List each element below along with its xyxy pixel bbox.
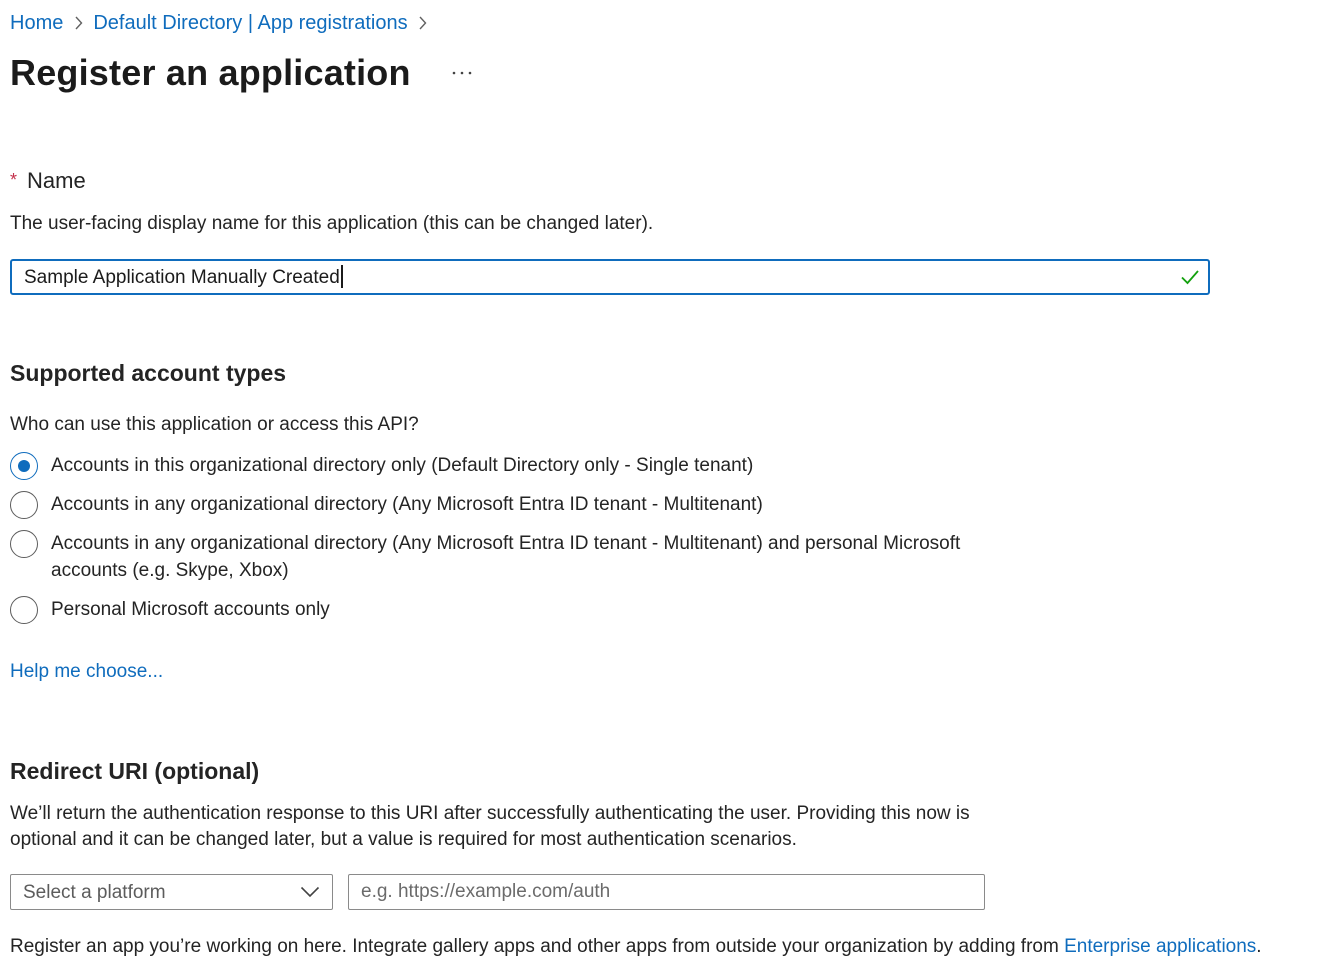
name-label: Name [27, 168, 86, 193]
breadcrumb [10, 10, 438, 36]
chevron-right-icon [63, 16, 93, 30]
option-label: Accounts in any organizational directory (Any Microsoft Entra ID tenant - Multitenant) and personal Microsoft accounts (e.g. Skype, Xbox) [51, 533, 961, 581]
option-label: Accounts in this organizational directory only (Default Directory only - Single tenant) [51, 455, 754, 476]
text-caret [341, 265, 343, 288]
name-description: The user-facing display name for this application (this can be changed later). [10, 213, 654, 234]
radio-unselected[interactable] [10, 596, 38, 624]
platform-select[interactable] [10, 874, 333, 910]
option-label: Accounts in any organizational directory (Any Microsoft Entra ID tenant - Multitenant) [51, 494, 763, 515]
page-title: Register an application [10, 52, 411, 93]
redirect-uri-input[interactable] [348, 874, 985, 910]
name-value-text: Sample Application Manually Created [24, 267, 340, 288]
more-icon[interactable] [449, 60, 475, 86]
footer-note [10, 934, 1262, 960]
account-type-option-single-tenant[interactable] [10, 452, 1011, 480]
radio-selected[interactable] [10, 452, 38, 480]
required-marker: * [10, 170, 18, 190]
chevron-right-icon [408, 16, 438, 30]
chevron-down-icon [300, 885, 320, 903]
account-types-question: Who can use this application or access this API? [10, 414, 419, 435]
radio-unselected[interactable] [10, 491, 38, 519]
account-type-option-personal-only[interactable] [10, 596, 1011, 624]
name-input-value [24, 265, 343, 291]
redirect-uri-description: We’ll return the authentication response to this URI after successfully authenticating the user. Providing this now is optional and it can be changed later, but a value is required for most authentication scenarios. [10, 803, 970, 850]
account-type-option-multitenant-personal[interactable] [10, 530, 1011, 584]
redirect-uri-heading: Redirect URI (optional) [10, 758, 260, 784]
account-types-heading: Supported account types [10, 360, 287, 386]
breadcrumb-home-link[interactable]: Home [10, 12, 64, 34]
footer-text: Register an app you’re working on here. Integrate gallery apps and other apps from outside your organization by adding from [10, 936, 1065, 957]
radio-unselected[interactable] [10, 530, 38, 558]
name-input[interactable] [10, 259, 1210, 295]
breadcrumb-app-registrations-link[interactable]: Default Directory | App registrations [93, 12, 408, 34]
enterprise-applications-link[interactable]: Enterprise applications [1064, 936, 1257, 957]
title-row [10, 50, 475, 96]
checkmark-icon [1180, 268, 1200, 291]
account-type-option-multitenant[interactable] [10, 491, 1011, 519]
platform-select-placeholder: Select a platform [23, 882, 166, 903]
footer-period: . [1256, 936, 1262, 957]
help-me-choose-link[interactable]: Help me choose... [10, 661, 164, 682]
option-label: Personal Microsoft accounts only [51, 599, 330, 620]
